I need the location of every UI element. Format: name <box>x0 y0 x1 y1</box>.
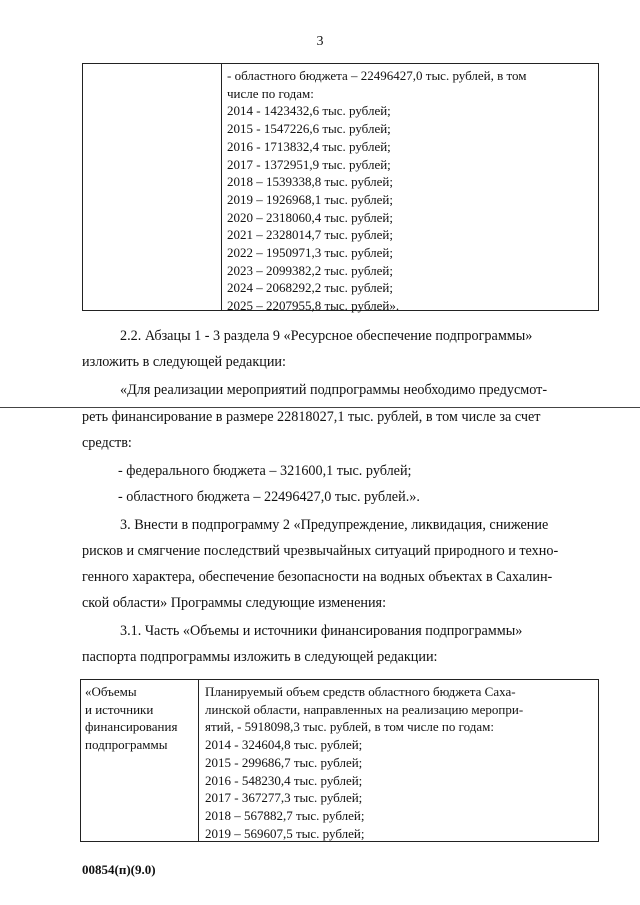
table-line: 2025 – 2207955,8 тыс. рублей». <box>227 298 400 314</box>
table-line: 2014 - 1423432,6 тыс. рублей; <box>227 103 391 119</box>
table-line: 2018 – 1539338,8 тыс. рублей; <box>227 174 393 190</box>
table-line: 2018 – 567882,7 тыс. рублей; <box>205 807 365 823</box>
body-line: средств: <box>82 435 132 451</box>
table-line: линской области, направленных на реализацию меропри- <box>205 701 524 717</box>
body-line: реть финансирование в размере 22818027,1 тыс. рублей, в том числе за счет <box>82 409 541 425</box>
body-line: 3. Внести в подпрограмму 2 «Предупреждение, ликвидация, снижение <box>120 517 549 533</box>
body-line: рисков и смягчение последствий чрезвычайных ситуаций природного и техно- <box>82 543 559 559</box>
table-line: 2019 – 1926968,1 тыс. рублей; <box>227 191 393 207</box>
funding-sources-table <box>80 679 599 842</box>
table-line: числе по годам: <box>227 85 314 101</box>
table-line: 2021 – 2328014,7 тыс. рублей; <box>227 227 393 243</box>
document-code: 00854(п)(9.0) <box>82 862 156 877</box>
table-line: 2023 – 2099382,2 тыс. рублей; <box>227 262 393 278</box>
page-number: 3 <box>316 34 324 49</box>
body-line: изложить в следующей редакции: <box>82 354 286 370</box>
table-line: 2022 – 1950971,3 тыс. рублей; <box>227 245 393 261</box>
table-line: финансирования <box>85 719 178 735</box>
table-line: 2016 - 1713832,4 тыс. рублей; <box>227 138 391 154</box>
body-line: - областного бюджета – 22496427,0 тыс. рублей.». <box>118 489 420 505</box>
table-line: «Объемы <box>85 684 137 699</box>
table-line: Планируемый объем средств областного бюджета Саха- <box>205 684 516 699</box>
table-line: 2014 - 324604,8 тыс. рублей; <box>205 737 363 753</box>
table-line: 2020 – 2318060,4 тыс. рублей; <box>227 209 393 225</box>
table-line: 2016 - 548230,4 тыс. рублей; <box>205 772 363 788</box>
body-line: паспорта подпрограммы изложить в следующей редакции: <box>82 649 438 665</box>
table-line: 2017 - 367277,3 тыс. рублей; <box>205 790 363 806</box>
body-line: «Для реализации мероприятий подпрограммы необходимо предусмот- <box>120 382 548 398</box>
table-line: 2017 - 1372951,9 тыс. рублей; <box>227 156 391 172</box>
table-line: подпрограммы <box>85 737 168 753</box>
body-line: ской области» Программы следующие изменения: <box>82 595 387 611</box>
table-line: и источники <box>85 701 154 717</box>
table-line: 2015 - 299686,7 тыс. рублей; <box>205 754 363 770</box>
table-line: 2024 – 2068292,2 тыс. рублей; <box>227 280 393 296</box>
table-left-cell <box>81 680 199 841</box>
body-line: - федерального бюджета – 321600,1 тыс. рублей; <box>118 463 412 479</box>
table-left-cell <box>83 64 222 310</box>
funding-table-continued <box>82 63 599 314</box>
table-line: 2019 – 569607,5 тыс. рублей; <box>205 825 365 841</box>
table-line: ятий, - 5918098,3 тыс. рублей, в том числе по годам: <box>205 719 494 735</box>
body-line: 3.1. Часть «Объемы и источники финансирования подпрограммы» <box>120 623 523 639</box>
table-right-cell <box>200 680 598 841</box>
table-line: - областного бюджета – 22496427,0 тыс. рублей, в том <box>227 68 527 83</box>
body-line: генного характера, обеспечение безопасности на водных объектах в Сахалин- <box>82 569 553 585</box>
table-line: 2015 - 1547226,6 тыс. рублей; <box>227 121 391 137</box>
table-right-cell <box>222 64 598 314</box>
body-line: 2.2. Абзацы 1 - 3 раздела 9 «Ресурсное обеспечение подпрограммы» <box>120 328 533 344</box>
